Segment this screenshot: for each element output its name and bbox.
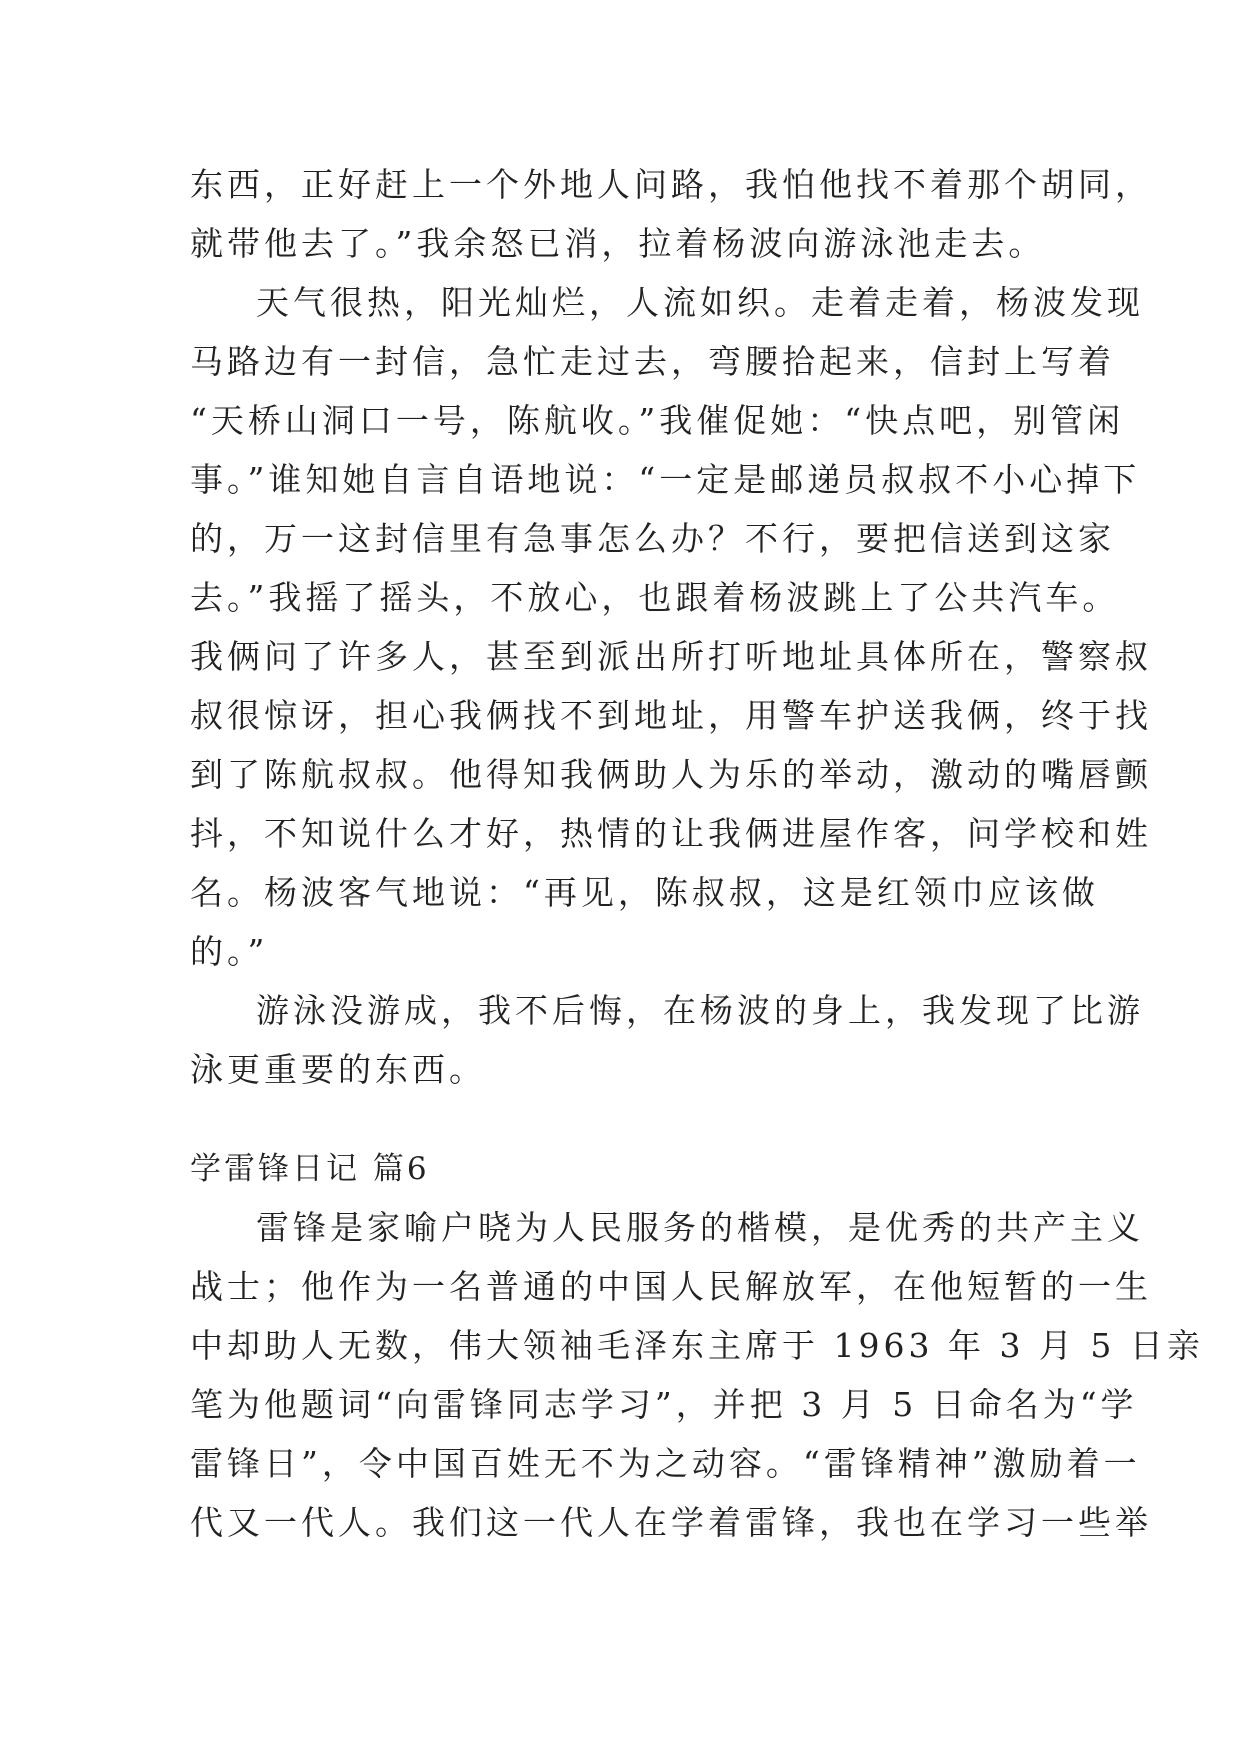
text-line: 马路边有一封信，急忙走过去，弯腰拾起来，信封上写着	[190, 342, 1115, 381]
text-line: 笔为他题词“向雷锋同志学习”，并把 3 月 5 日命名为“学	[190, 1385, 1138, 1424]
text-line: 东西，正好赶上一个外地人问路，我怕他找不着那个胡同，	[190, 165, 1152, 204]
text-line: 中却助人无数，伟大领袖毛泽东主席于 1963 年 3 月 5 日亲	[190, 1326, 1204, 1365]
text-line: 泳更重要的东西。	[190, 1050, 486, 1089]
text-line: 天气很热，阳光灿烂，人流如织。走着走着，杨波发现	[256, 283, 1144, 322]
text-line: 战士；他作为一名普通的中国人民解放军，在他短暂的一生	[190, 1267, 1152, 1306]
text-line: 就带他去了。”我余怒已消，拉着杨波向游泳池走去。	[190, 224, 1046, 263]
text-line: 事。”谁知她自言自语地说：“一定是邮递员叔叔不小心掉下	[190, 460, 1141, 499]
text-line: 雷锋是家喻户晓为人民服务的楷模，是优秀的共产主义	[256, 1208, 1144, 1247]
text-line: 雷锋日”，令中国百姓无不为之动容。“雷锋精神”激励着一	[190, 1444, 1141, 1483]
text-line: 抖，不知说什么才好，热情的让我俩进屋作客，问学校和姓	[190, 814, 1152, 853]
section-heading: 学雷锋日记 篇6	[190, 1151, 430, 1187]
text-line: 叔很惊讶，担心我俩找不到地址，用警车护送我俩，终于找	[190, 696, 1152, 735]
text-line: 去。”我摇了摇头，不放心，也跟着杨波跳上了公共汽车。	[190, 578, 1120, 617]
text-line: 我俩问了许多人，甚至到派出所打听地址具体所在，警察叔	[190, 637, 1152, 676]
text-line: 到了陈航叔叔。他得知我俩助人为乐的举动，激动的嘴唇颤	[190, 755, 1152, 794]
text-line: 代又一代人。我们这一代人在学着雷锋，我也在学习一些举	[190, 1503, 1152, 1542]
text-line: 的，万一这封信里有急事怎么办？不行，要把信送到这家	[190, 519, 1115, 558]
text-line: 名。杨波客气地说：“再见，陈叔叔，这是红领巾应该做	[190, 873, 1099, 912]
text-line: 游泳没游成，我不后悔，在杨波的身上，我发现了比游	[256, 991, 1144, 1030]
text-line: “天桥山洞口一号，陈航收。”我催促她：“快点吧，别管闲	[190, 401, 1125, 440]
text-line: 的。”	[190, 932, 269, 971]
